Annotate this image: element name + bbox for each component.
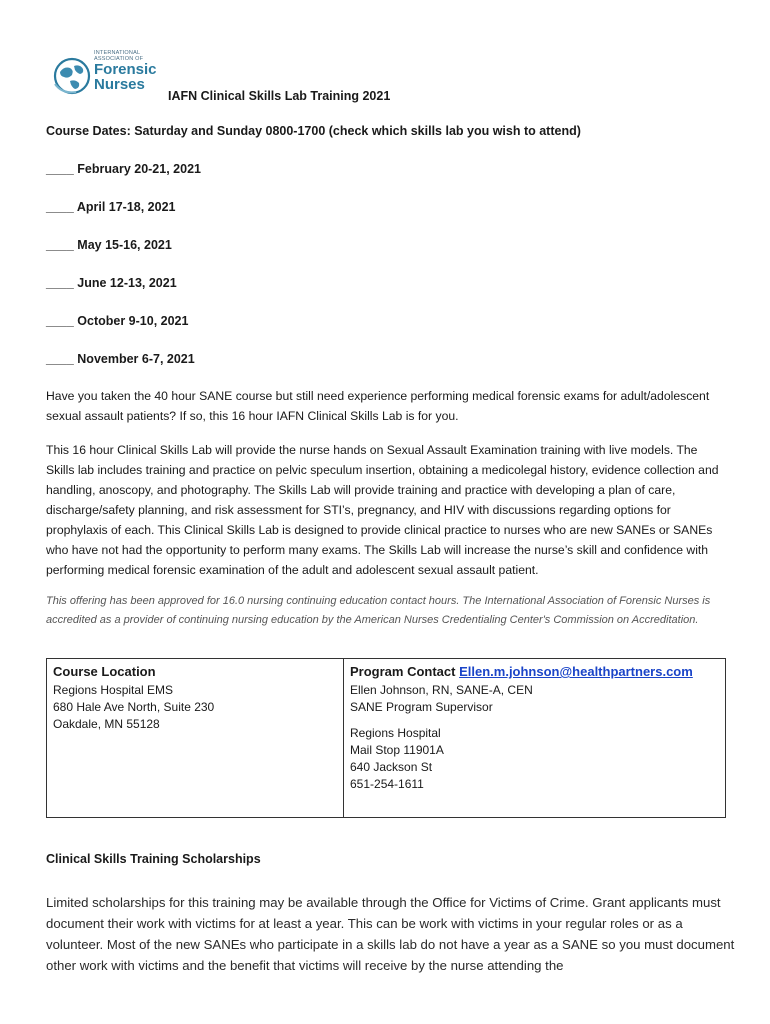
- date-option[interactable]: ____ May 15-16, 2021: [46, 238, 172, 252]
- logo-line-international: INTERNATIONAL: [94, 50, 141, 56]
- location-line: Oakdale, MN 55128: [53, 717, 160, 731]
- accreditation-note: This offering has been approved for 16.0 nursing continuing education contact hours. The International Association of Forensic Nurses is accredited as a provider of continuing nursing education by the American Nurses Credentialing Center's Commission on Accreditation.: [46, 595, 711, 626]
- contact-phone-line: 651-254-1611: [350, 777, 424, 791]
- contact-address-line: 640 Jackson St: [350, 760, 433, 774]
- course-info-table: [46, 658, 726, 818]
- course-location-heading: Course Location: [53, 664, 156, 679]
- course-location-cell: [47, 659, 344, 818]
- program-contact-heading: Program Contact: [350, 664, 456, 679]
- logo-line-nurses: Nurses: [94, 76, 145, 93]
- scholarships-heading: Clinical Skills Training Scholarships: [46, 852, 261, 866]
- contact-person-line: Ellen Johnson, RN, SANE-A, CEN: [350, 683, 533, 697]
- intro-paragraph: Have you taken the 40 hour SANE course but still need experience performing medical forensic exams for adult/adolescent sexual assault patients? If so, this 16 hour IAFN Clinical Skills Lab is for you.: [46, 389, 710, 423]
- contact-address-line: Mail Stop 11901A: [350, 743, 444, 757]
- date-option[interactable]: ____ April 17-18, 2021: [46, 200, 176, 214]
- date-option[interactable]: ____ February 20-21, 2021: [46, 162, 201, 176]
- date-option[interactable]: ____ November 6-7, 2021: [46, 352, 195, 366]
- location-line: 680 Hale Ave North, Suite 230: [53, 700, 215, 714]
- contact-address-line: Regions Hospital: [350, 726, 441, 740]
- logo-line-association: ASSOCIATION OF: [94, 56, 144, 62]
- contact-email-link[interactable]: Ellen.m.johnson@healthpartners.com: [459, 664, 693, 679]
- program-contact-cell: [344, 659, 726, 818]
- date-option[interactable]: ____ June 12-13, 2021: [46, 276, 177, 290]
- globe-icon: [50, 54, 94, 98]
- document-title: IAFN Clinical Skills Lab Training 2021: [168, 89, 391, 103]
- logo-line-forensic: Forensic: [94, 61, 157, 78]
- location-line: Regions Hospital EMS: [53, 683, 174, 697]
- date-option[interactable]: ____ October 9-10, 2021: [46, 314, 189, 328]
- contact-person-line: SANE Program Supervisor: [350, 700, 493, 714]
- iafn-logo: [50, 50, 170, 102]
- scholarships-paragraph: Limited scholarships for this training may be available through the Office for Victims of Crime. Grant applicants must document their work with victims for at least a year. This can be work with victims in your regular roles or as a volunteer. Most of the new SANEs who participate in a skills lab do not have a year as a SANE so you must document other work with victims and the benefit that victims will receive by the nurse attending the: [46, 895, 735, 973]
- course-dates-heading: Course Dates: Saturday and Sunday 0800-1700 (check which skills lab you wish to attend): [46, 124, 581, 138]
- description-paragraph: This 16 hour Clinical Skills Lab will provide the nurse hands on Sexual Assault Examination training with live models. The Skills lab includes training and practice on pelvic speculum insertion, obtaining a medicolegal history, evidence collection and handling, anoscopy, and photography. The Skills Lab will provide training and practice with developing a plan of care, discharge/safety planning, and risk assessment for STI’s, pregnancy, and HIV with discussions regarding options for prophylaxis of each. This Clinical Skills Lab is designed to provide clinical practice to nurses who are new SANEs or SANEs who have not had the opportunity to perform many exams. The Skills Lab will increase the nurse’s skill and confidence with performing medical forensic examination of the adult and adolescent sexual assault patient.: [46, 443, 719, 577]
